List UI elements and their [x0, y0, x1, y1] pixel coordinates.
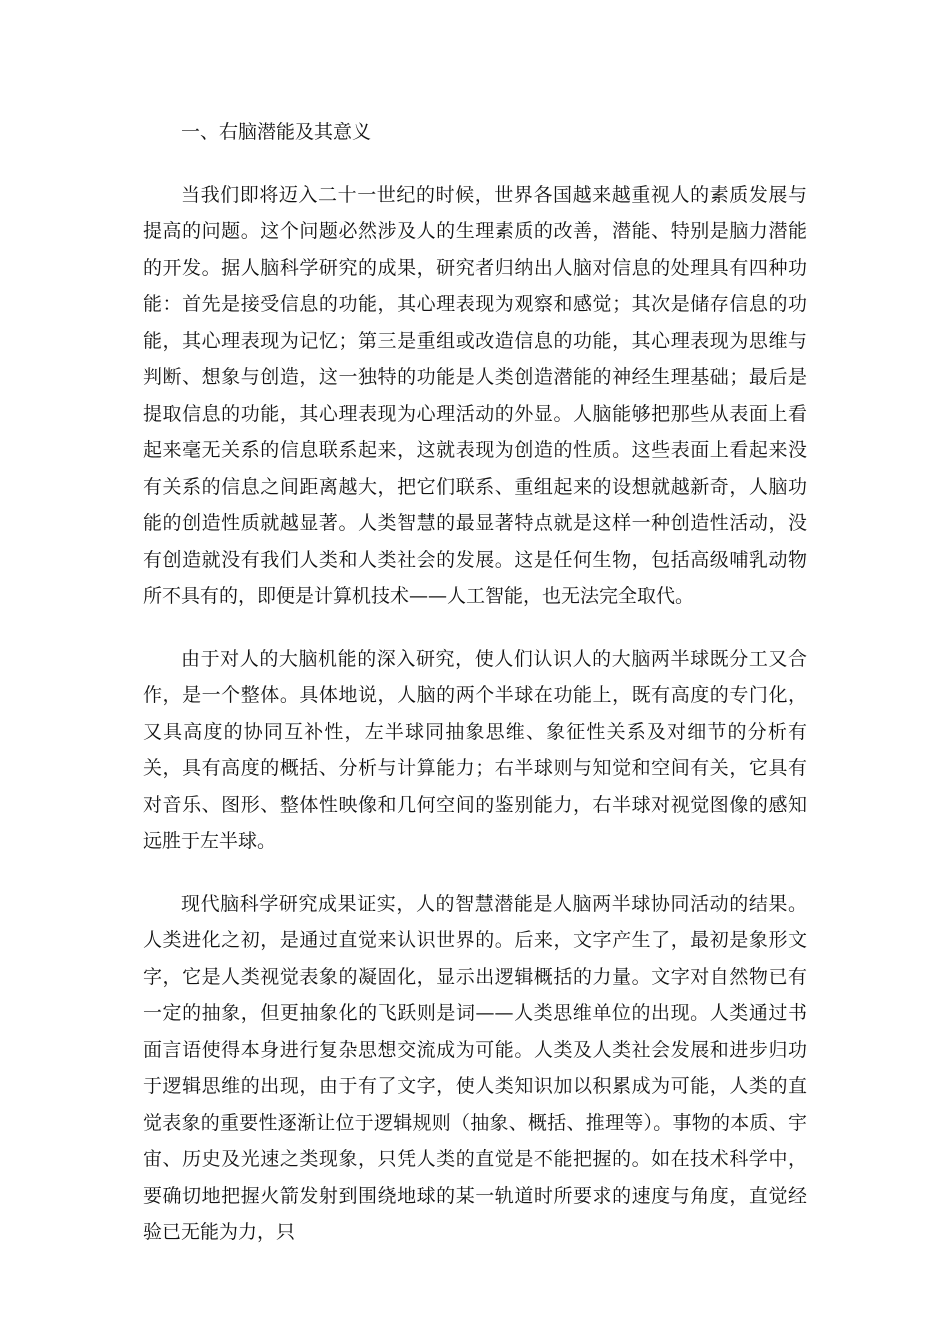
paragraph-3: 现代脑科学研究成果证实，人的智慧潜能是人脑两半球协同活动的结果。人类进化之初，是通过直觉来认识世界的。后来，文字产生了，最初是象形文字，它是人类视觉表象的凝固化，显示出逻辑概括的力量。文字对自然物已有一定的抽象，但更抽象化的飞跃则是词——人类思维单位的出现。人类通过书面言语使得本身进行复杂思想交流成为可能。人类及人类社会发展和进步归功于逻辑思维的出现，由于有了文字，使人类知识加以积累成为可能，人类的直觉表象的重要性逐渐让位于逻辑规则（抽象、概括、推理等）。事物的本质、宇宙、历史及光速之类现象，只凭人类的直觉是不能把握的。如在技术科学中，要确切地把握火箭发射到围绕地球的某一轨道时所要求的速度与角度，直觉经验已无能为力，只	[143, 892, 807, 1243]
document-body	[143, 114, 807, 1277]
paragraph-2: 由于对人的大脑机能的深入研究，使人们认识人的大脑两半球既分工又合作，是一个整体。具体地说，人脑的两个半球在功能上，既有高度的专门化，又具高度的协同互补性，左半球同抽象思维、象征性关系及对细节的分析有关，具有高度的概括、分析与计算能力；右半球则与知觉和空间有关，它具有对音乐、图形、整体性映像和几何空间的鉴别能力，右半球对视觉图像的感知远胜于左半球。	[143, 647, 807, 852]
paragraph-1: 当我们即将迈入二十一世纪的时候，世界各国越来越重视人的素质发展与提高的问题。这个问题必然涉及人的生理素质的改善，潜能、特别是脑力潜能的开发。据人脑科学研究的成果，研究者归纳出人脑对信息的处理具有四种功能：首先是接受信息的功能，其心理表现为观察和感觉；其次是储存信息的功能，其心理表现为记忆；第三是重组或改造信息的功能，其心理表现为思维与判断、想象与创造，这一独特的功能是人类创造潜能的神经生理基础；最后是提取信息的功能，其心理表现为心理活动的外显。人脑能够把那些从表面上看起来毫无关系的信息联系起来，这就表现为创造的性质。这些表面上看起来没有关系的信息之间距离越大，把它们联系、重组起来的设想就越新奇，人脑功能的创造性质就越显著。人类智慧的最显著特点就是这样一种创造性活动，没有创造就没有我们人类和人类社会的发展。这是任何生物，包括高级哺乳动物所不具有的，即便是计算机技术——人工智能，也无法完全取代。	[143, 183, 807, 607]
section-heading: 一、右脑潜能及其意义	[181, 121, 372, 143]
